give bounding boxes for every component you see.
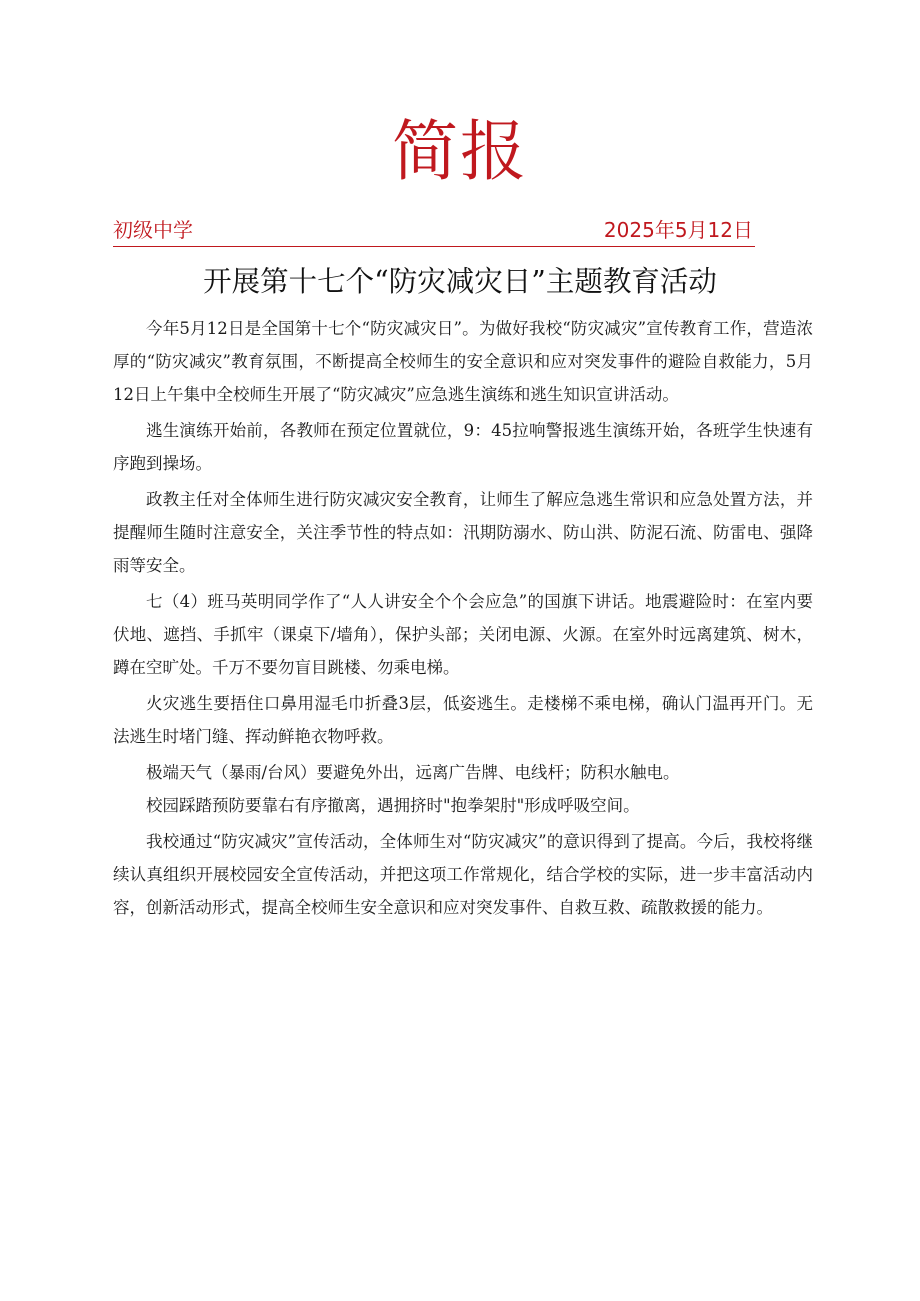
school-name: 初级中学 [113, 218, 193, 242]
article-paragraph: 七（4）班马英明同学作了“人人讲安全个个会应急”的国旗下讲话。地震避险时：在室内要伏地、遮挡、手抓牢（课桌下/墙角），保护头部；关闭电源、火源。在室外时远离建筑、树木，蹲在空旷处。千万不要勿盲目跳楼、勿乘电梯。 [113, 592, 813, 677]
masthead-title: 简报 [392, 113, 528, 190]
article-paragraph: 今年5月12日是全国第十七个“防灾减灾日”。为做好我校“防灾减灾”宣传教育工作，营造浓厚的“防灾减灾”教育氛围，不断提高全校师生的安全意识和应对突发事件的避险自救能力，5月12日上午集中全校师生开展了“防灾减灾”应急逃生演练和逃生知识宣讲活动。 [113, 319, 813, 404]
article-headline: 开展第十七个“防灾减灾日”主题教育活动 [203, 265, 717, 298]
article-paragraph: 政教主任对全体师生进行防灾减灾安全教育，让师生了解应急逃生常识和应急处置方法，并提醒师生随时注意安全，关注季节性的特点如：汛期防溺水、防山洪、防泥石流、防雷电、强降雨等安全。 [113, 490, 813, 575]
article-paragraph: 极端天气（暴雨/台风）要避免外出，远离广告牌、电线杆；防积水触电。 [146, 763, 680, 782]
article-body [113, 312, 813, 924]
article-paragraph: 逃生演练开始前，各教师在预定位置就位，9：45拉响警报逃生演练开始，各班学生快速有序跑到操场。 [113, 421, 813, 473]
article-paragraph: 火灾逃生要捂住口鼻用湿毛巾折叠3层，低姿逃生。走楼梯不乘电梯，确认门温再开门。无法逃生时堵门缝、挥动鲜艳衣物呼救。 [113, 694, 813, 746]
publish-date: 2025年5月12日 [603, 218, 753, 242]
article-paragraph: 校园踩踏预防要靠右有序撤离，遇拥挤时"抱拳架肘"形成呼吸空间。 [146, 796, 640, 815]
info-line [113, 214, 755, 247]
article-paragraph: 我校通过“防灾减灾”宣传活动，全体师生对“防灾减灾”的意识得到了提高。今后，我校将继续认真组织开展校园安全宣传活动，并把这项工作常规化，结合学校的实际，进一步丰富活动内容，创新活动形式，提高全校师生安全意识和应对突发事件、自救互救、疏散救援的能力。 [113, 832, 813, 917]
